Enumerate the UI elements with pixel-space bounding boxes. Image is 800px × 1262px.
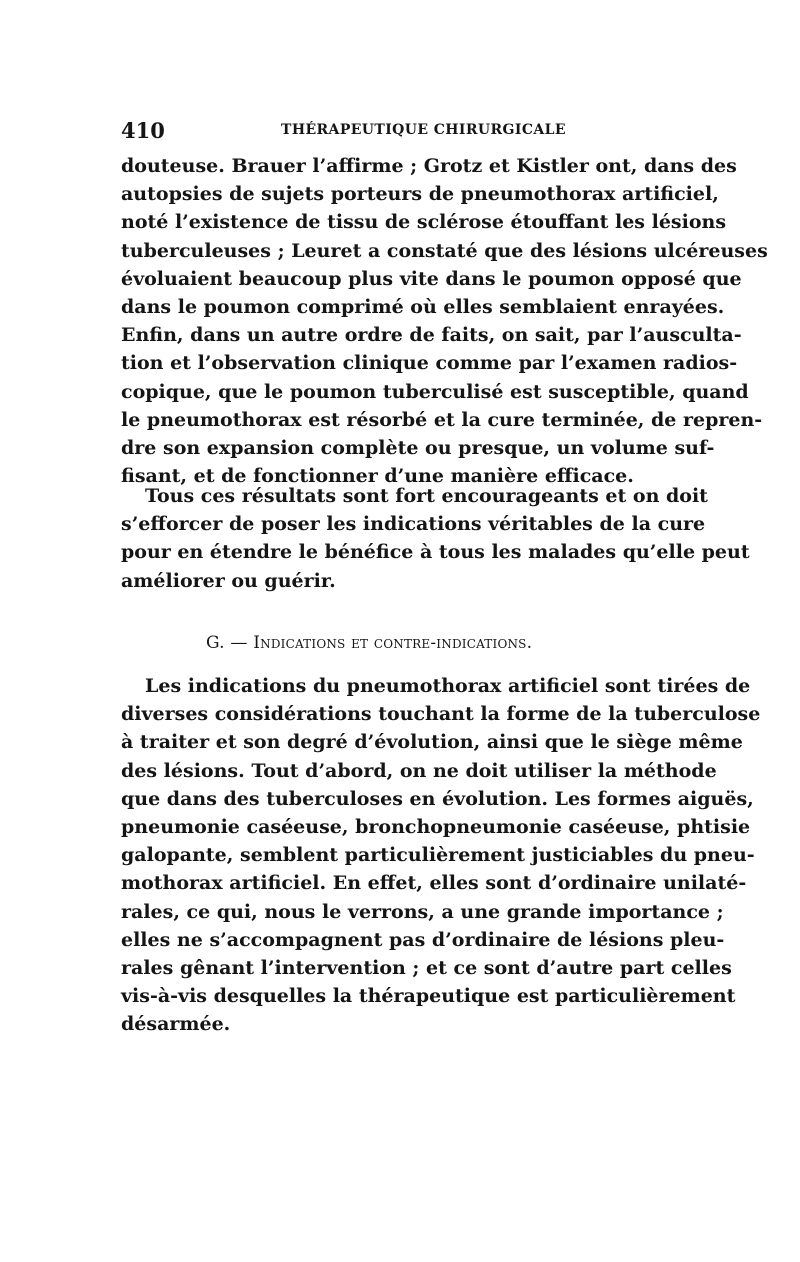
paragraph-3-line: elles ne s’accompagnent pas d’ordinaire de lésions pleu- [121,928,725,951]
paragraph-2-line: améliorer ou guérir. [121,569,336,592]
running-head [121,118,677,142]
paragraph-2-line: Tous ces résultats sont fort encourageants et on doit [145,485,708,507]
section-letter: G. — [206,633,248,653]
paragraph-1-line: fisant, et de fonctionner d’une manière efficace. [121,465,634,488]
paragraph-1-line: autopsies de sujets porteurs de pneumothorax artificiel, [121,183,719,206]
running-title: THÉRAPEUTIQUE CHIRURGICALE [281,122,566,138]
paragraph-3-line: que dans des tuberculoses en évolution. Les formes aiguës, [121,787,754,810]
paragraph-3-line: Les indications du pneumothorax artificiel sont tirées de [145,675,751,697]
paragraph-3-line: à traiter et son degré d’évolution, ainsi que le siège même [121,731,743,754]
paragraph-1-line: douteuse. Brauer l’affirme ; Grotz et Kistler ont, dans des [121,155,737,177]
paragraph-3-line: galopante, semblent particulièrement justiciables du pneu- [121,844,755,867]
paragraph-3-line: rales gênant l’intervention ; et ce sont d’autre part celles [121,956,732,979]
paragraph-1-line: tuberculeuses ; Leuret a constaté que des lésions ulcéreuses [121,239,768,262]
paragraph-3-line: vis-à-vis desquelles la thérapeutique est particulièrement [121,985,736,1008]
paragraph-3-line: rales, ce qui, nous le verrons, a une grande importance ; [121,900,724,923]
paragraph-1-line: copique, que le poumon tuberculisé est susceptible, quand [121,380,749,403]
paragraph-1-line: tion et l’observation clinique comme par l’examen radios- [121,352,738,375]
paragraph-1-line: évoluaient beaucoup plus vite dans le poumon opposé que [121,267,742,290]
paragraph-1 [121,152,768,490]
paragraph-2 [121,482,750,595]
paragraph-3-line: désarmée. [121,1013,231,1036]
paragraph-1-line: Enfin, dans un autre ordre de faits, on sait, par l’ausculta- [121,324,742,347]
paragraph-2-line: pour en étendre le bénéfice à tous les malades qu’elle peut [121,541,750,564]
paragraph-2-line: s’efforcer de poser les indications véritables de la cure [121,513,706,536]
paragraph-1-line: le pneumothorax est résorbé et la cure terminée, de repren- [121,408,763,431]
paragraph-3-line: mothorax artificiel. En effet, elles sont d’ordinaire unilaté- [121,872,747,895]
section-heading [206,633,532,653]
page-number: 410 [121,118,165,143]
section-title: Indications et contre-indications. [253,633,533,653]
paragraph-3-line: pneumonie caséeuse, bronchopneumonie caséeuse, phtisie [121,815,751,838]
paragraph-1-line: dans le poumon comprimé où elles semblaient enrayées. [121,295,725,318]
paragraph-3 [121,672,761,1038]
paragraph-3-line: des lésions. Tout d’abord, on ne doit utiliser la méthode [121,759,717,782]
paragraph-1-line: dre son expansion complète ou presque, un volume suf- [121,436,715,459]
paragraph-1-line: noté l’existence de tissu de sclérose étouffant les lésions [121,211,727,234]
paragraph-3-line: diverses considérations touchant la forme de la tuberculose [121,703,761,726]
